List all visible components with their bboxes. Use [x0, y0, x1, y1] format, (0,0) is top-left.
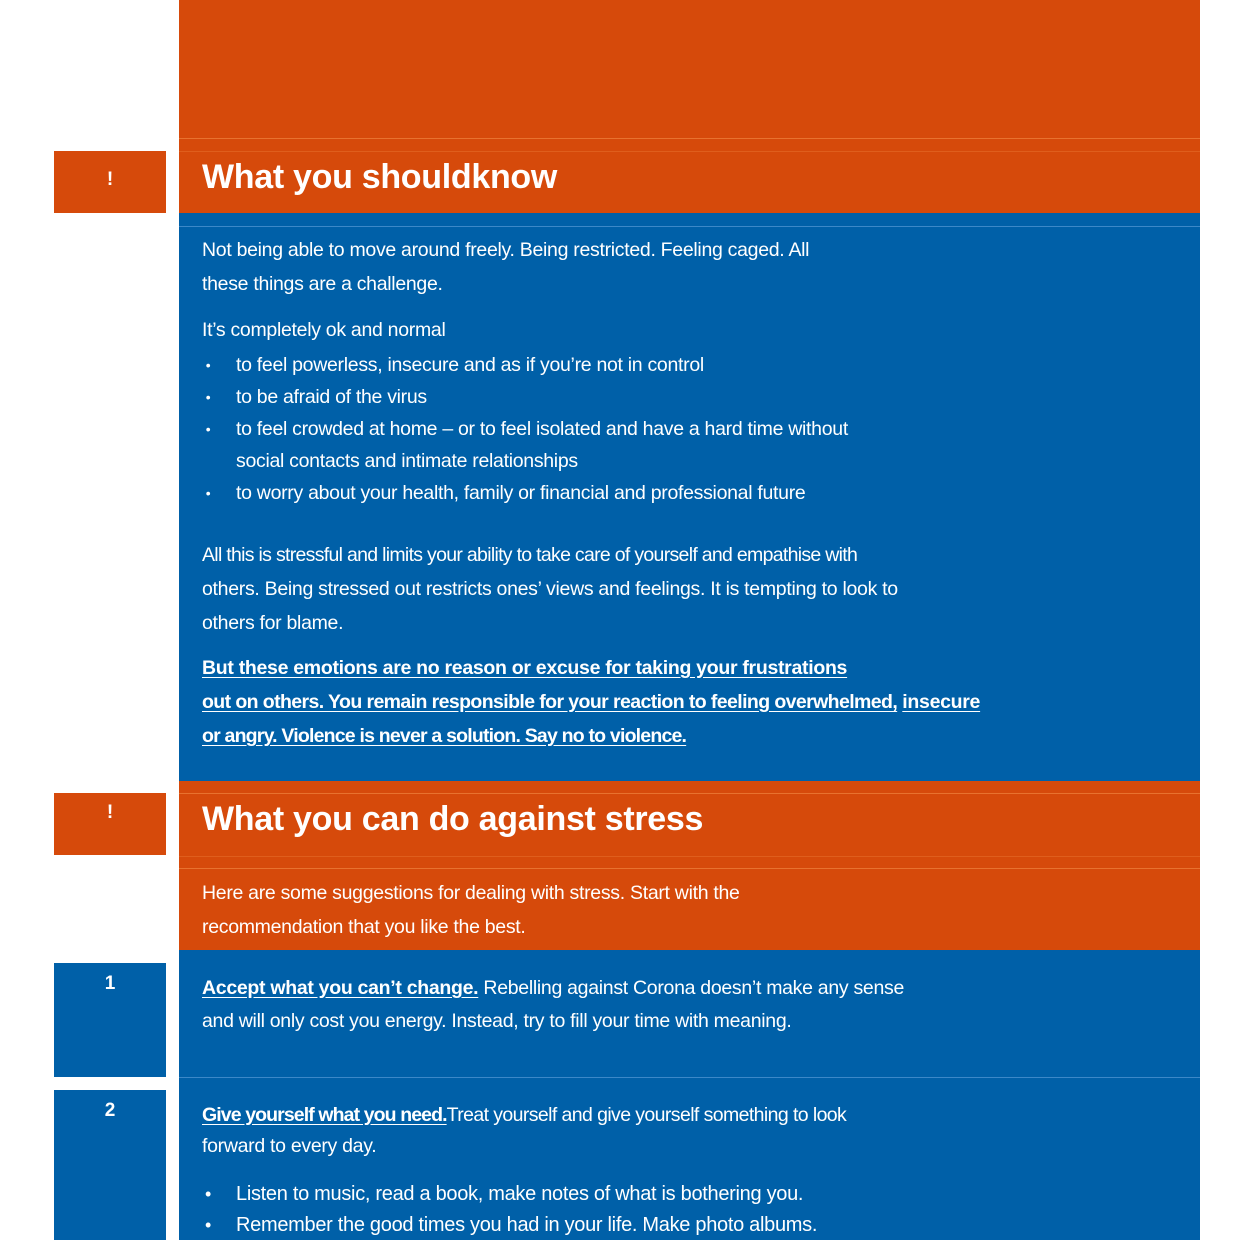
divider: [179, 793, 1200, 794]
normal-lead-text: It’s completely ok and normal: [202, 319, 446, 341]
section-title-know: What you shouldknow: [202, 158, 558, 196]
section-title-stress: What you can do against stress: [202, 800, 704, 838]
stress-paragraph-line: All this is stressful and limits your ability to take care of yourself and empathise with: [202, 544, 858, 566]
stress-paragraph-line: others for blame.: [202, 612, 344, 634]
suggestions-intro-line: recommendation that you like the best.: [202, 916, 526, 938]
list-item: • Remember the good times you had in your life. Make photo albums.: [202, 1210, 817, 1241]
tip-1-line: and will only cost you energy. Instead, try to fill your time with meaning.: [202, 1010, 792, 1032]
list-item: • to worry about your health, family or financial and professional future: [202, 477, 848, 509]
tip-number-badge: 2: [54, 1090, 166, 1240]
bullet-icon: •: [204, 1184, 211, 1204]
section-badge-know: [54, 151, 166, 213]
tip-2-line: forward to every day.: [202, 1135, 377, 1157]
divider: [179, 868, 1200, 869]
list-item: • Listen to music, read a book, make notes of what is bothering you.: [202, 1179, 817, 1210]
list-item: • to feel powerless, insecure and as if you’re not in control: [202, 349, 848, 381]
bullet-icon: •: [205, 485, 211, 501]
divider: [179, 856, 1200, 857]
exclamation-icon: !: [106, 802, 114, 823]
divider: [179, 1077, 1200, 1078]
warning-line: or angry. Violence is never a solution. Say no to violence.: [202, 725, 687, 747]
tip-2-list: [202, 1179, 817, 1241]
bullet-icon: •: [205, 389, 211, 405]
list-item: • to be afraid of the virus: [202, 381, 848, 413]
bullet-icon: •: [204, 1215, 211, 1235]
bullet-icon: •: [205, 421, 211, 437]
tip-1-line: Accept what you can’t change. Rebelling against Corona doesn’t make any sense: [202, 977, 904, 999]
section-badge-stress: [54, 793, 166, 855]
list-item: • to feel crowded at home – or to feel isolated and have a hard time without social contacts and intimate relationships: [202, 413, 848, 477]
warning-line: But these emotions are no reason or excuse for taking your frustrations: [202, 657, 848, 679]
feelings-list: [202, 349, 848, 509]
intro-paragraph-line: these things are a challenge.: [202, 273, 443, 295]
tip-2-line: Give yourself what you need.Treat yourself and give yourself something to look: [202, 1104, 847, 1126]
tip-heading: Accept what you can’t change.: [202, 977, 479, 999]
tip-number-badge: 1: [54, 963, 166, 1077]
bullet-icon: •: [205, 357, 211, 373]
exclamation-icon: !: [106, 169, 114, 190]
divider: [179, 138, 1200, 139]
divider: [179, 226, 1200, 227]
tip-heading: Give yourself what you need.: [202, 1104, 447, 1126]
suggestions-intro-line: Here are some suggestions for dealing with stress. Start with the: [202, 882, 740, 904]
warning-line: out on others. You remain responsible for your reaction to feeling overwhelmed, insecure: [202, 691, 981, 713]
divider: [179, 151, 1200, 152]
stress-paragraph-line: others. Being stressed out restricts ones’ views and feelings. It is tempting to look to: [202, 578, 898, 600]
intro-paragraph-line: Not being able to move around freely. Being restricted. Feeling caged. All: [202, 239, 810, 261]
